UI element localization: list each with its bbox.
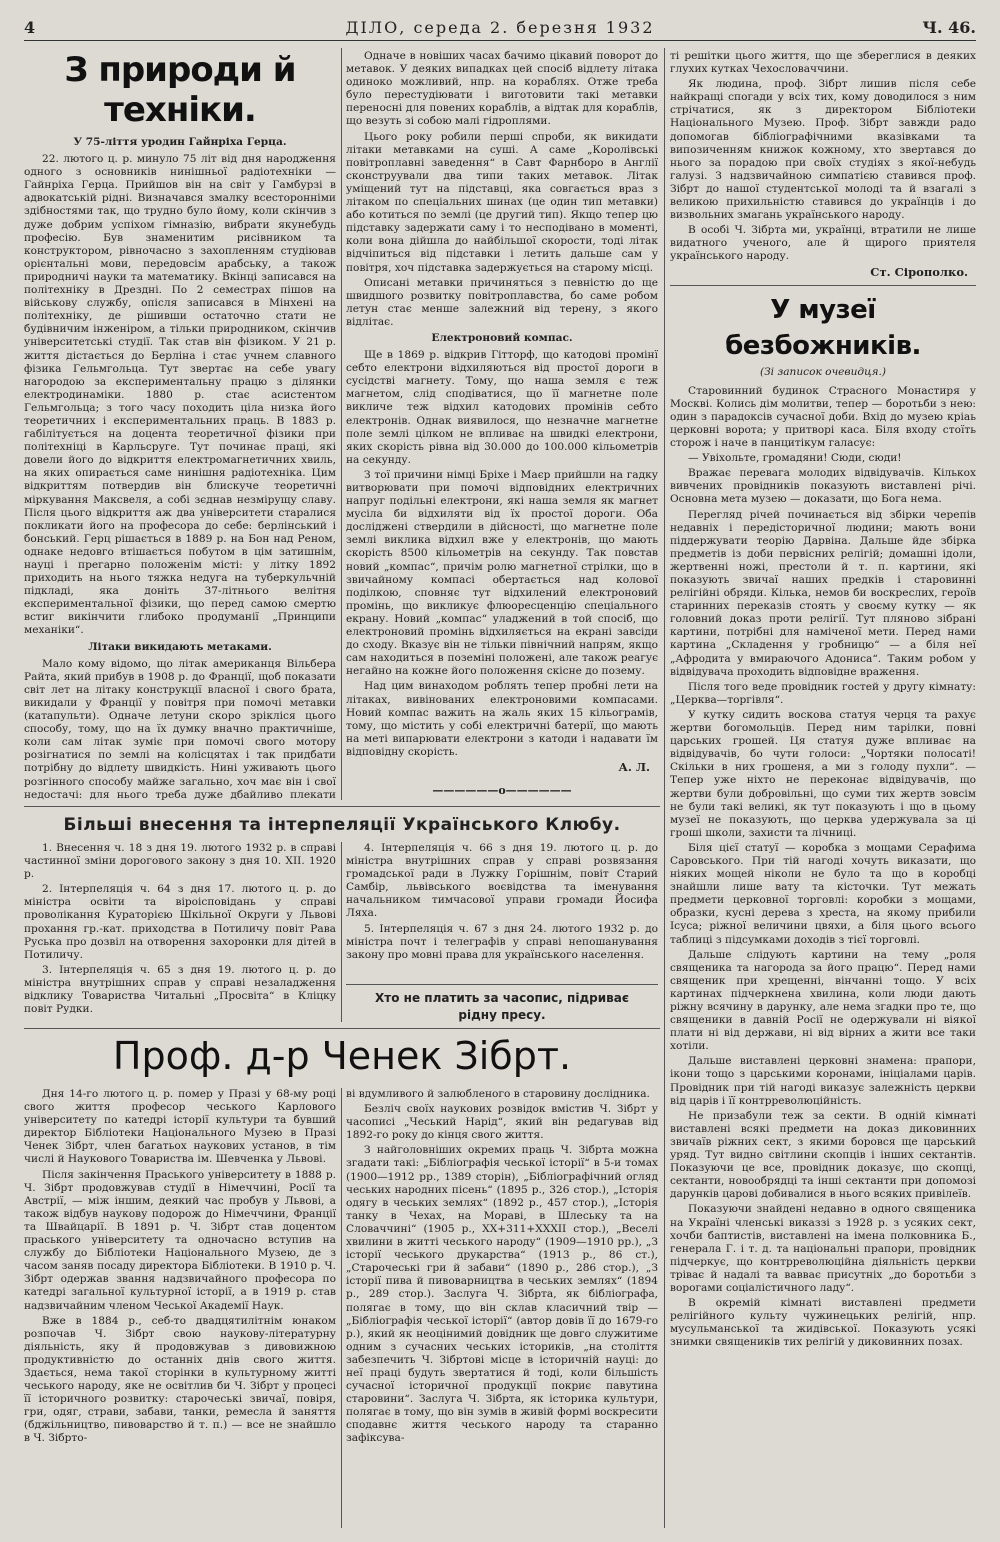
museum-paragraph: Старовинний будинок Страсного Монастиря у Москві. Колись дім молитви, тепер — боротьби з нею: один з парадоксів сучасної доби. Вхід до музею кріаь церковні ворота; у притворі каса. Біля входу стоїть сторож і наче в панцитікум галасує: [670,384,976,450]
column-rule-right [664,48,665,1528]
club-item: 5. Інтерпеляція ч. 67 з дня 24. лютого 1932 р. до міністра почт і телеграфів у справі непошанування закону про мовні права для українського населення. [346,922,658,961]
section-divider [670,285,976,286]
museum-paragraph: Дальше виставлені церковні знамена: прапори, ікони тощо з царськими коронами, ініціалами царів. Провідник при тій нагоді виказує залежність церкви від царів і її контрреволюційність. [670,1055,976,1107]
club-col1 [24,842,336,1022]
museum-title: У музеї безбожників. [725,294,921,361]
museum-paragraph: — Увіхольте, громадяни! Сюди, сюди! [688,452,902,465]
zibrt-title: Проф. д-р Ченек Зібрт. [112,1034,572,1078]
club-column-rule [341,842,342,1022]
catapult-paragraph: Мало кому відомо, що літак американця Вільбера Райта, який прибув в 1908 р. до Франції, щоб показати світ лет на літаку конструкції власної і свого брата, викидали у Франції у повітря при помочі метавки (катапульти). Одначе летуни скоро зрікліся цього способу, тому, що на їх думку вначно практичніше, коли сам літак зуміє при помочі свого мотору розігнатися по землі на колісцятах і так придбати потрібну до відлету швидкість. Нині уживають цього розгінного способу майже загально, хоч має він і свої недостачі: для нього треба дуже дбайливо плекати [24,657,336,801]
hertz-subtitle: У 75-ліття уродин Гайнріха Герца. [73,136,287,148]
club-item: 4. Інтерпеляція ч. 66 з дня 19. лютого ц. р. до міністра внутрішних справ у справі розвязання громадської ради в Лужку Горішнім, повіт Старий Самбір, львівського воєвідства та іменування начальником тимчасової управи громади Йосифа Ляха. [346,842,658,920]
right-column [670,50,976,1528]
compass-paragraph-2: З тої причини німці Бріхе і Маєр прийшли на гадку витворювати при помочі відповідних електричних напруг подільні електрони, які наша земля як магнет мусіла би відхиляти від їх простої дороги. Оба досліджені ствердили в дійсності, що магнетне поле землі виклика відхил вже у електронів, що мають скорість 8500 кільометрів на секунду. Так повстав новий „компас“, причім ролю магнетної стрілки, що в звичайному компасі обертається над колової поділкою, сповняє тут відхилений електроновий промінь, що викликує флюоресценцію спеціального екрану. Новий „компас“ уладжений в той спосіб, що електроновий промінь відхиляється на екрані завсіди до сходу. Вказує він не тільки північний напрям, якщо сам находиться в поземіні положені, але також реагує негайно на кожне його положення скісне до позему. [346,468,658,678]
compass-subtitle: Електроновий компас. [431,331,573,344]
club-top-rule [24,806,660,807]
zibrt-col1 [24,1088,336,1528]
catapult-paragraph-3: Цього року робили перші спроби, як викидати літаки метавками на суші. А саме „Королівські повітроплавні заведення“ в Савт Фарнборо в Англії сконструували два типи таких метавок. Літак уміщений тут на підставці, яка совгається враз з літаком по спеціальних шинах (це один тип метавки) або котиться по землі (це другий тип). Якщо тепер цю підставку задержати саму і то несподівано в моменті, коли вона дійшла до найбільшої скорости, тоді літак відчіпиться від підставки і летить дальше сам у повітря, хоч підставка задержується на старому місці. [346,130,658,274]
page-header [24,14,976,41]
museum-paragraph: Дальше слідують картини на тему „роля священика та нагорода за його працю“. Перед нами священик при хрещенні, вінчанні тощо. У всіх картинах підчеркнена хвилина, коли люди дають ріжну всячину в дарунку, але нема згадки про те, що священики в давній Росії не одержували ні віякої плати ні від держави, ні від вірних а жити все таки хотіли. [670,948,976,1053]
zibrt-paragraph: Безліч своїх наукових розвідок вмістив Ч. Зібрт у часописі „Чеський Нарід“, який він редагував від 1892-го року до кінця свого життя. [346,1103,658,1142]
zibrt-paragraph: Дня 14-го лютого ц. р. помер у Празі у 68-му році свого життя професор чеського Карлового університету по катедрі історії культури та бувший директор Бібліотеки Національного Музею в Празі Ченек Зібрт, член багатьох наукових установ, в тім числі й Наукового Товариства ім. Шевченка у Львові. [24,1088,336,1166]
zibrt-column-rule [341,1088,342,1528]
zibrt-col2 [346,1088,658,1528]
issue-number: Ч. 46. [922,17,976,37]
museum-subtitle: (Зі записок очевидця.) [759,365,887,378]
nature-article-signature: А. Л. [618,759,650,774]
museum-paragraph: Перегляд річей починається від збірки черепів недавніх і передісторичної людини; мають вони піддержувати теорію Дарвіна. Дальше йде збірка предметів із доби первісних релігій; домашні ідоли, жертвенні ножі, престоли й т. п. картини, які показують звичаї наших предків і старовинні релігійні обряди. Кілька, немов би воскреслих, героїв старинних переказів стоять у своєму кутку — як головний доказ проти релігії. Тут пляново зібрані картини, потрібні для наміченої мети. Перед нами картина „Складення у гробницю“ — а біля неї „Афродита у вмираючого Адониса“. Таким робом у відвідувача проходить відповідне враження. [670,508,976,678]
zibrt-paragraph: З найголовніших окремих праць Ч. Зібрта можна згадати такі: „Бібліографія чеської історії“ в 5-и томах (1900—1912 рр., 1389 сторін), „Бібліографічний огляд чеських народних пісень“ (1895 р., 326 стор.), „Історія одягу в чеських землях“ (1892 р., 457 стор.), „Історія танку в Чехах, на Мораві, в Шлеську та на Словаччині“ (1905 р., XX+311+XXXII стор.), „Веселі хвилини в житті чеського народу“ (1909—1910 рр.), „З історії чеського друкарства“ (1913 р., 86 ст.), „Старочеські гри й забави“ (1890 р., 286 стор.), „З історії пива й пивоварництва в чеських землях“ (1894 р., 289 стор.). Заслуга Ч. Зібрта, як бібліографа, полягає в тому, що він склав класичний твір — „Бібліографія чеської історії“ (автор довів її до 1679-го р.), який як неоцінимий довідник ще довго служитиме одним з сучасних чеських істориків, „на століття забезпечить Ч. Зібртові місце в історичній науці: до неї праці будуть звертатися й тоді, коли більшість сучасної історичної продукції покриє павутина старовини“. Заслуга Ч. Зібрта, як історика культури, полягає в тому, що він зумів в живій формі воскресити сподавнє життя чеського народу та старанно зафіксува- [346,1144,658,1445]
masthead-date: ДІЛО, середа 2. березня 1932 [345,17,655,37]
club-col2 [346,842,658,982]
nature-article-col2 [346,50,658,788]
column-rule [341,48,342,800]
article-separator: ——————o—————— [432,784,572,797]
page-number: 4 [24,17,36,37]
catapult-paragraph-2: Одначе в новіших часах бачимо цікавий поворот до метавок. У деяких випадках цей спосіб відлету літака одиноко можливий, нпр. на кораблях. Отже треба було перестудіювати і виготовити такі метавки переносні для повених кораблів, а відтак для кораблів, що везуть зі собою малі гідроплями. [346,50,658,128]
museum-paragraph: У кутку сидить воскова статуя черця та рахує жертви богомольців. Перед ним тарілки, повні царських грошей. Ця статуя дуже впливає на відвідувачів, бо чути голоси: „Чортяки полосаті! Скільки в них грошеня, а ми з голоду пухли“. — Тепер уже ніхто не переконає відвідувачів, що жертви були добровільні, що суми тих жертв зовсім не були такі великі, як тут показують і що в цьому музеї не показують, що церква удержувала за ці гроші школи, захисти та лічниці. [670,708,976,839]
zibrt-paragraph: Після закінчення Праського університету в 1888 р. Ч. Зібрт продовжував студії в Німеччині, Росії та Австрії, — між іншим, деякий час пробув у Львові, а також відбув наукову подорож до Німеччини, Франції та Швайцарії. В 1891 р. Ч. Зібрт став доцентом праського університету та одночасно вступив на службу до Бібліотеки Національного Музею, де з часом заняв посаду директора Бібліотеки. В 1910 р. Ч. Зібрт одержав звання надзвичайного професора по катедрі загальної культурної історії, а в 1919 р. став надзвичайним членом Чеської Академії Наук. [24,1168,336,1312]
museum-paragraph: Біля цієї статуї — коробка з мощами Серафима Саровського. При тій нагоді хочуть виказати, що ніяких мощей ніколи не було та що в коробці знайшли лише вату та кісточки. Тут межать предмети церковної торговлі: коробки з мощами, образки, кусні дерева з хреста, на якому прибили Ісуса; ріжної величини цвяхи, а біля цього всього таблиці з підсумками доходів з тієї торговлі. [670,841,976,946]
zibrt-ending-2: Як людина, проф. Зібрт лишив після себе найкращі спогади у всіх тих, кому доводилося з ним стрічатися, як з директором Бібліотеки Національного Музею. Проф. Зібрт завжди радо допомогав бібліографічними вказівками та випозиченням книжок кожному, хто звертався до нього за порадою при своїх студіях з якої-небудь галузі. З надзвичайною симпатією ставився проф. Зібрт до нашої студентської молоді та й взагалі з великою прихильністю ставився до українців і до визвольних змагань українського народу. [670,78,976,222]
club-item: 1. Внесення ч. 18 з дня 19. лютого 1932 р. в справі частинної зміни дорогового закону з дня 10. XII. 1920 р. [24,842,336,881]
museum-paragraph: Після того веде провідник гостей у другу кімнату: „Церква—торгівля“. [670,680,976,706]
nature-article-col1 [24,50,336,802]
notice-rule [346,984,658,985]
zibrt-signature: Ст. Сірополко. [870,264,968,279]
compass-paragraph-3: Над цим винаходом роблять тепер пробні лети на літаках, вивінованих електроновими компасами. Новий компас важить на жаль яких 15 кільограмів, тому, що містить у собі електричні батерії, що мають на меті випарювати електрони з катоди і надавати їм відповідну скорість. [346,680,658,758]
subscription-notice: Хто не платить за часопис, підриває рідну пресу. [375,991,629,1022]
club-title: Більші внесення та інтерпеляції Українського Клюбу. [63,815,621,835]
club-item: 2. Інтерпеляція ч. 64 з дня 17. лютого ц. р. до міністра освіти та віроісповідань у справі проволікання Кураторією Шкільної Округи у Львові прохання гр.-кат. приходства в Потиличу повіт Рава Руська про дозвіл на отворення захоронки для дітей в Потиличу. [24,883,336,961]
nature-article-title: З природи й техніки. [64,50,296,130]
museum-paragraph: В окремій кімнаті виставлені предмети релігійного культу чужинецьких релігій, нпр. мусульманської та жидівської. Показують усякі знимки священиків тих релігій у диковинних позах. [670,1297,976,1349]
museum-paragraph: Не призабули теж за секти. В одній кімнаті виставлені всякі предмети на доказ диковинних звичаїв ріжних сект, з якими боровся ще царський уряд. Тут видно світлини скопців і інших сектантів. Показуючи це все, провідник доказує, що скопці, сектанти, новообрядці та інші сектанти при допомозі дарунків царові добивалися в нього всяких привілеїв. [670,1109,976,1201]
zibrt-paragraph: ві вдумливого й залюбленого в старовину дослідника. [346,1088,650,1100]
museum-paragraph: Вражає перевага молодих відвідувачів. Кількох вивчених провідників показують виставлені річі. Основна мета музею — доказати, що Бога нема. [670,467,976,506]
catapult-subtitle: Літаки викидають метаками. [88,640,272,653]
zibrt-paragraph: Вже в 1884 р., себ-то двадцятилітнім юнаком розпочав Ч. Зібрт свою наукову-літературну діяльність, яку й продовжував з дивовижною продуктивністю до останніх днів свого життя. Здається, нема такої сторінки в культурному житті чеського народу, яке не освітлив би Ч. Зібрт у процесі її історичного розвитку: старочеські звичаї, повіря, гри, одяг, страви, забави, танки, ремесла й заняття (бджільництво, пивоварство й т. п.) — все не знайшло в Ч. Зібрто- [24,1314,336,1445]
catapult-paragraph-4: Описані метавки причиняться з певністю до ще швидшого розвитку повітроплавства, бо саме робом летун стає менше залежний від терену, з якого відлітає. [346,276,658,328]
club-item: 3. Інтерпеляція ч. 65 з дня 19. лютого ц. р. до міністра внутрішних справ у справі незаладження відклику Товариства Читальні „Просвіта“ в Кліцку повіт Рудки. [24,963,336,1016]
compass-paragraph: Ще в 1869 р. відкрив Гітторф, що катодові промінї себто електрони відхиляються від простої дороги в сусідстві магнету. Тому, що наша земля є теж магнетом, слід сподіватися, що її магнетне поле викличе теж відхил катодових промінів себто електронів. Однак виявилося, що незначне магнетне поле землі цілком не впливає на швидкі електрони, яких скорість рівна від 30.000 до 100.000 кільометрів на секунду. [346,349,658,466]
museum-paragraph: Показуючи знайдені недавно в одного священика на Україні членські виказзі з 1928 р. з усяких сект, хочби баптистів, виставлені на імена полковника Б., генерала Г. і т. д. та національні прапори, провідник підчеркує, що контрреволюційна діяльність церкви тріває й надалі та вавває присутніх „до боротьби з ворогами соціалістичного ладу“. [670,1203,976,1294]
hertz-paragraph: 22. лютого ц. р. минуло 75 літ від дня народження одного з основників нинішньої радіотехніки — Гайнріха Герца. Прийшов він на світ у Гамбурзі в адвокатській рідні. Визначався змалку всесторонніми здібностями так, що трудно було йому, коли скінчив з дуже добрим успіхом гімназію, вибрати якунебудь професію. Був знаменитим рисівником та конструктором, рівночасно з захопленням студіював орієнтальні мови, передовсім арабську, а також природничі науки та математику. Вкінці записався на політехніку в Дрездні. По 2 семестрах пішов на військову службу, опісля записався в Мінхені на політехніку, де рішивши остаточно стати не будівничим інженіром, а тільки природником, скінчив університетські студії. Так став він фізиком. У 21 р. життя дістається до Берліна і стає учнем славного фізика Гельмгольца. Тут звертає на себе увагу нагородою за експериментальну працю з ділянки електродинаміки. 1880 р. стає асистентом Гельмгольца; з того часу походить ціла низка його теоретичних і експериментальних праць. В 1883 р. габілітується на доцента теоретичної фізики при політехніці в Карльсруге. Тут починає праці, які довели його до відкриття електромагнетичних хвиль, на яких опирається саме нинішня радіотехніка. Цим відкриттям потвердив він блискуче теоретичні міркування Максвеля, а собі зєднав незмірущу славу. Після цього відкриття аж два університети старалися покликати його на професора до себе: берлінський і бонський. Герц рішається в 1889 р. на Бон над Реном, однаке недовго втішається побутом в цім затишнім, науці і прегарно положенім місті: у літку 1892 приходить на нього тяжка недуга на туберкульчній підкладі, яка доніть 37-літнього велітня експериментальної фізики, що перед самою смертю встиг викінчити глибоко продуманії „Принципи механіки“. [24,153,336,637]
zibrt-ending-3: В особі Ч. Зібрта ми, українці, втратили не лише видатного ученого, але й щирого приятеля українського народу. [670,224,976,263]
zibrt-top-rule [24,1028,660,1029]
zibrt-ending: ті решітки цього життя, що ще збереглися в деяких глухих кутках Чехословаччини. [670,50,976,76]
